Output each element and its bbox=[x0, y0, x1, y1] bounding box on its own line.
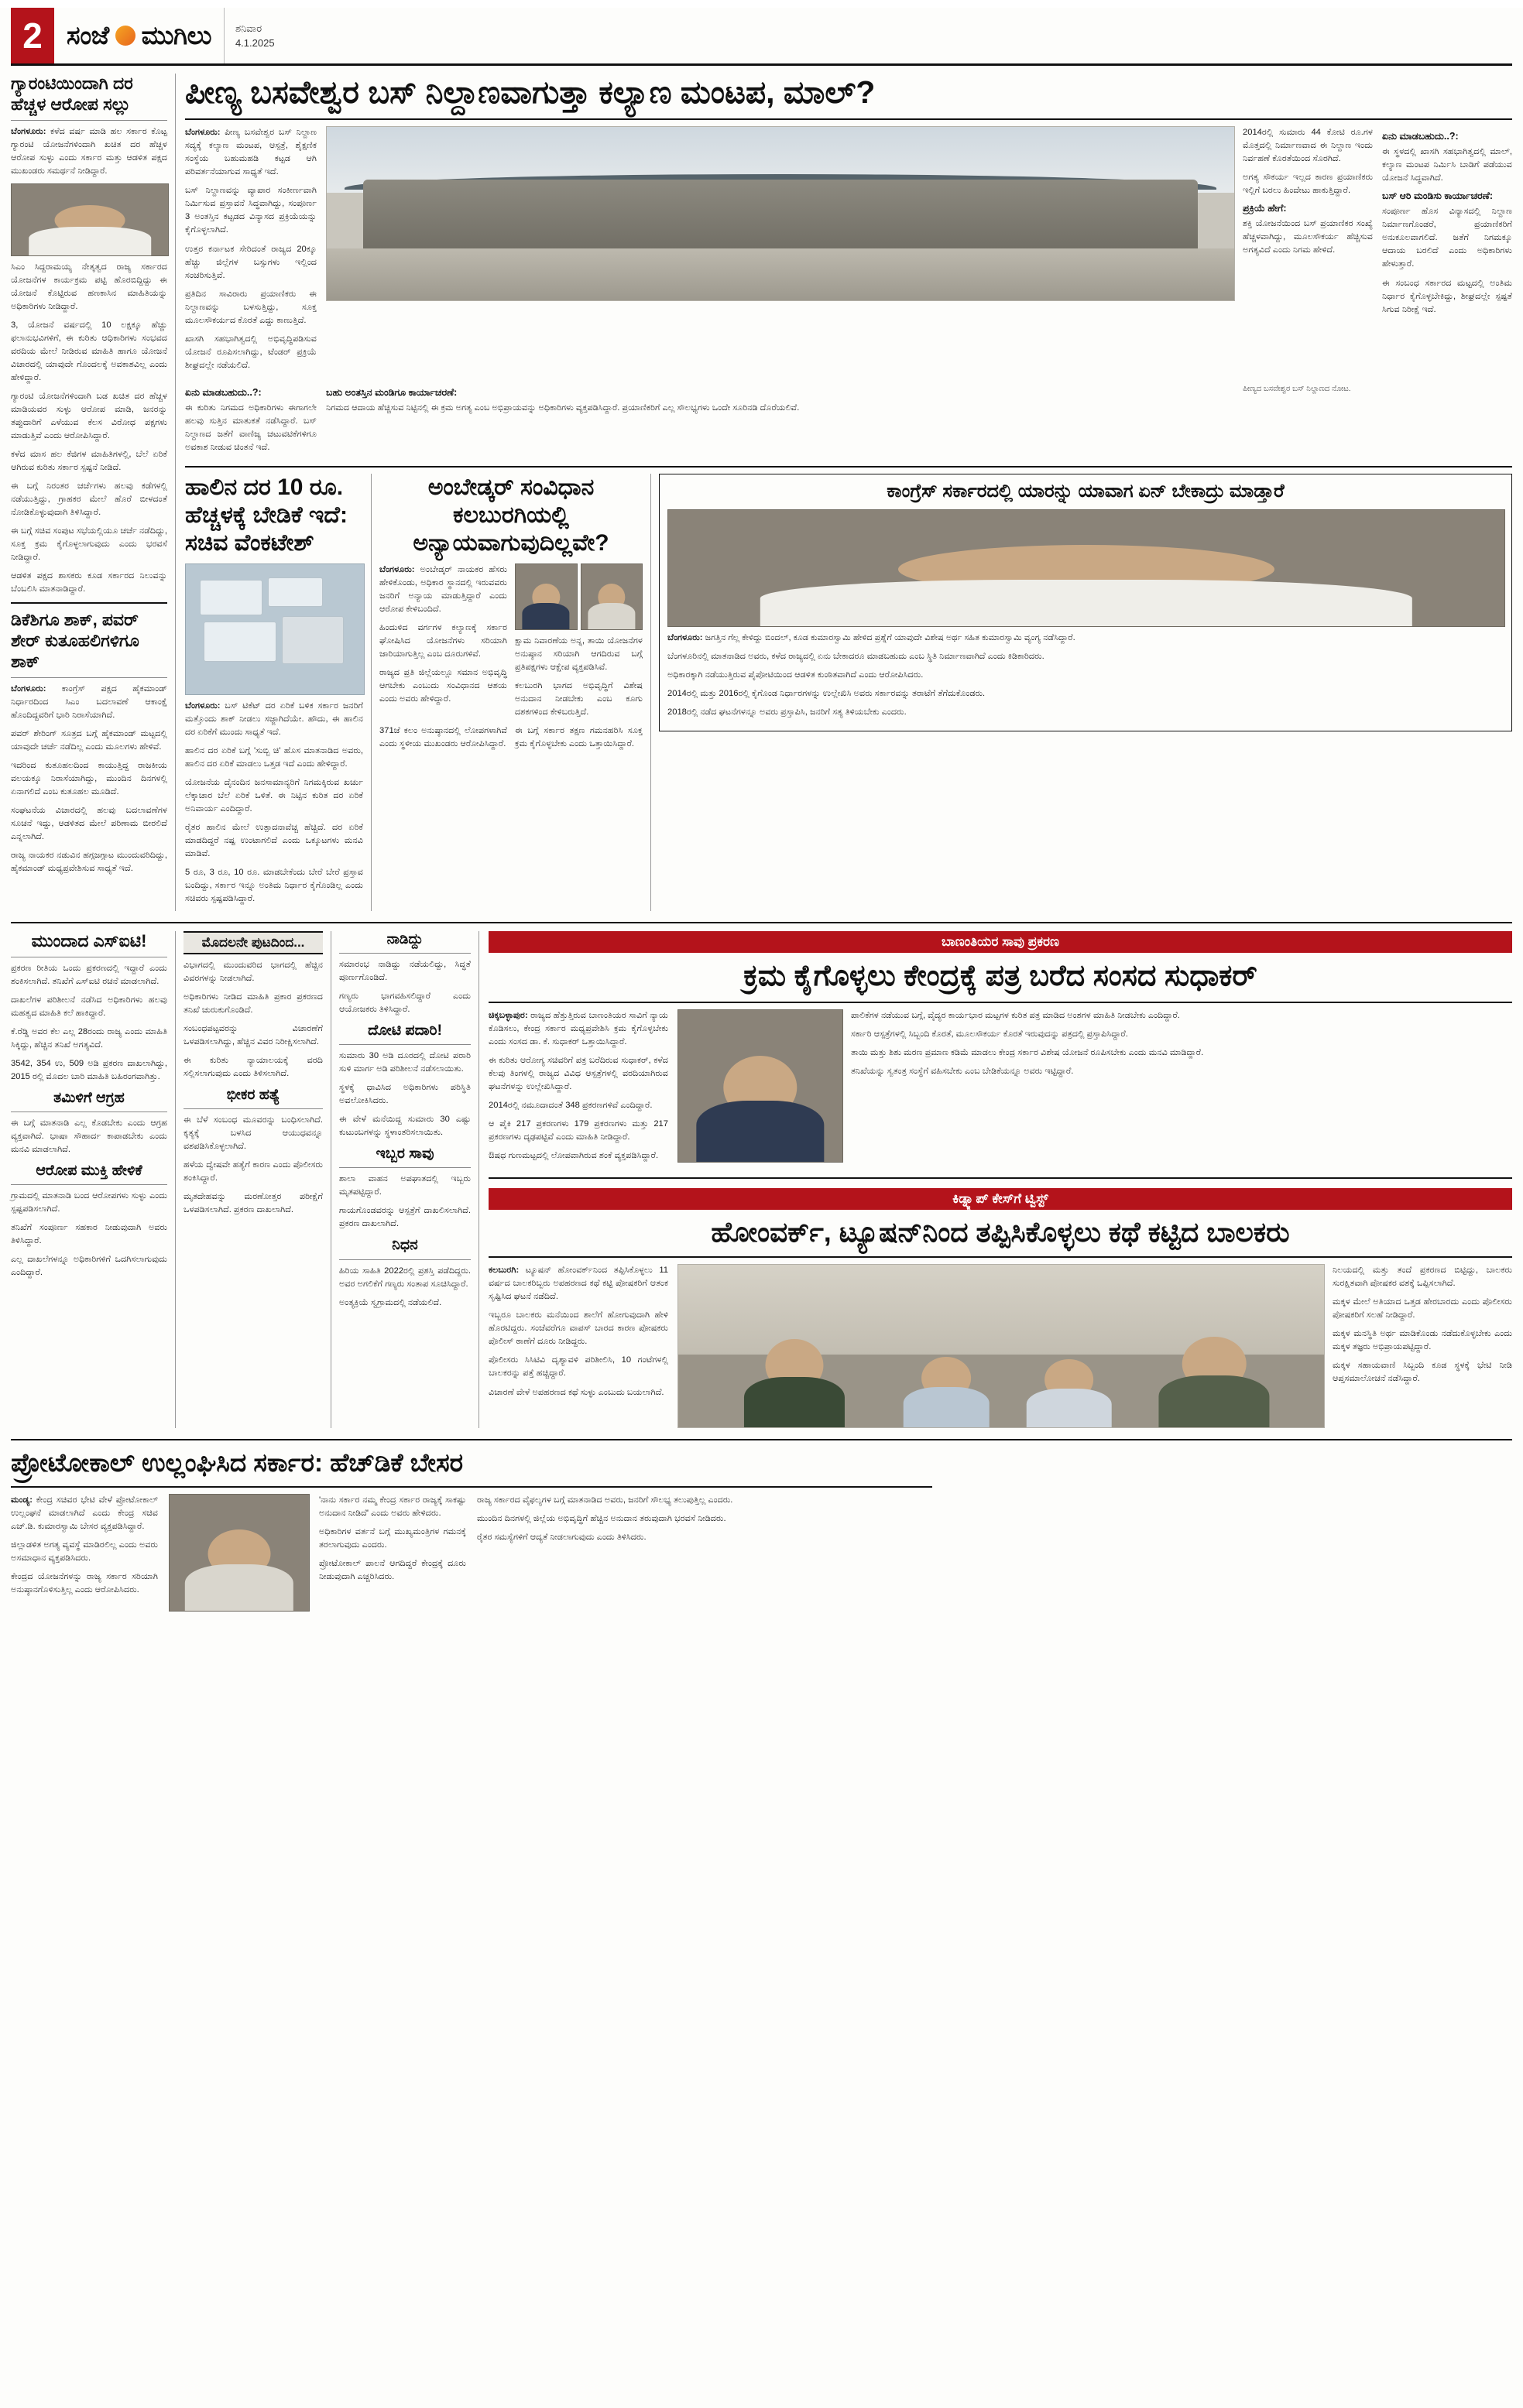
newspaper-logo bbox=[54, 8, 225, 63]
leader-photo-2 bbox=[581, 563, 643, 630]
bl-a-para-2: ಕೆ.ರೆಡ್ಡಿ ಅವರ ಕೆಲ ಎಲ್ಲ 28ರಂದು ರಾಜ್ಯ ಎಂದು ಮಾಹಿತಿ ಸಿಕ್ಕಿದ್ದು, ಹೆಚ್ಚಿನ ತನಿಖೆ ಅಗತ್ಯವಿದೆ. bbox=[11, 1026, 167, 1050]
hdk-photo bbox=[667, 509, 1505, 627]
dateline: ಬೆಂಗಳೂರು: bbox=[185, 700, 221, 711]
story-milk bbox=[185, 474, 371, 911]
bl-a-para-1: ದಾಖಲೆಗಳ ಪರಿಶೀಲನೆ ನಡೆಸಿದ ಅಧಿಕಾರಿಗಳು ಹಲವು ಮಹತ್ವದ ಮಾಹಿತಿ ಕಲೆ ಹಾಕಿದ್ದಾರೆ. bbox=[11, 995, 167, 1018]
page-number: 2 bbox=[11, 8, 54, 63]
congress-para-2: ಅಧಿಕಾರಕ್ಕಾಗಿ ನಡೆಯುತ್ತಿರುವ ಪೈಪೋಟಿಯಿಂದ ಆಡಳಿತ ಕುಂಠಿತವಾಗಿದೆ ಎಂದು ಆರೋಪಿಸಿದರು. bbox=[667, 670, 924, 680]
photo-torso bbox=[523, 603, 570, 629]
top-section bbox=[11, 74, 1512, 911]
kidnap-tag: ಕಿಡ್ನ್ಯಾಪ್ ಕೇಸ್‌ಗೆ ಟ್ವಿಸ್ಟ್ bbox=[489, 1188, 1512, 1210]
sudhakar-headline: ಕ್ರಮ ಕೈಗೊಳ್ಳಲು ಕೇಂದ್ರಕ್ಕೆ ಪತ್ರ ಬರೆದ ಸಂಸದ ಸುಧಾಕರ್ bbox=[743, 959, 1257, 992]
protocol-col-2 bbox=[319, 1494, 466, 1612]
bm-e-para-0: ಶಾಲಾ ವಾಹನ ಅಪಘಾತದಲ್ಲಿ ಇಬ್ಬರು ಮೃತಪಟ್ಟಿದ್ದಾರೆ. bbox=[339, 1174, 471, 1197]
left-article2-para-1: ಪವರ್ ಶೇರಿಂಗ್ ಸೂತ್ರದ ಬಗ್ಗೆ ಹೈಕಮಾಂಡ್ ಮಟ್ಟದಲ್ಲಿ ಯಾವುದೇ ಚರ್ಚೆ ನಡೆದಿಲ್ಲ ಎಂದು ಮೂಲಗಳು ಹೇಳಿವೆ. bbox=[11, 728, 167, 752]
main-col4-para-1: ಸಂಪೂರ್ಣ ಹೊಸ ವಿನ್ಯಾಸದಲ್ಲಿ ನಿಲ್ದಾಣ ನಿರ್ಮಾಣಗೊಂಡರೆ, ಪ್ರಯಾಣಿಕರಿಗೆ ಅನುಕೂಲವಾಗಲಿದೆ. ಜತೆಗೆ ನಿಗಮಕ್ಕೂ ಆದಾಯ ಬರಲಿದೆ ಎಂದು ಅಧಿಕಾರಿಗಳು ಹೇಳುತ್ತಾರೆ. bbox=[1382, 207, 1512, 269]
paragraph-text: ಬಸ್ ಟಿಕೆಟ್ ದರ ಏರಿಕೆ ಬಳಿಕ ಸರ್ಕಾರ ಜನರಿಗೆ ಮತ್ತೊಂದು ಶಾಕ್ ನೀಡಲು ಸಜ್ಜಾಗಿದೆಯೇ. ಹೌದು, ಈ ಹಾಲಿನ ದರ ಏರಿಕೆಗೆ ಮುಂದು ಸಾಧ್ಯತೆ ಇದೆ. bbox=[185, 700, 363, 737]
kidnap-col-1 bbox=[489, 1264, 668, 1428]
main-col2-subhead-1: ಬಹು ಅಂತಸ್ತಿನ ಮಂಡಿಗೂ ಕಾರ್ಯಾಚರಣೆ: bbox=[326, 386, 458, 398]
bl-a-para-0: ಪ್ರಕರಣ ರೀತಿಯ ಒಂದು ಪ್ರಕರಣದಲ್ಲಿ ಇದ್ದಾರೆ ಎಂದು ಶಂಕಿಸಲಾಗಿದೆ. ತನಿಖೆಗೆ ಎಸ್ಐಟಿ ರಚನೆ ಮಾಡಲಾಗಿದೆ. bbox=[11, 963, 167, 986]
leader-photo-1 bbox=[515, 563, 578, 630]
dateline: ಕಲಬುರಗಿ: bbox=[489, 1266, 520, 1276]
main-story-body-lower bbox=[185, 382, 1512, 460]
newspaper-page bbox=[0, 8, 1523, 2408]
bm-c-headline: ನಾಡಿದ್ದು bbox=[386, 930, 424, 947]
sudhakar-para-0 bbox=[489, 1009, 668, 1049]
main-col2-subhead-0: ಏನು ಮಾಡಬಹುದು..?: bbox=[185, 386, 262, 398]
bm-f-para-1: ಅಂತ್ಯಕ್ರಿಯೆ ಸ್ವಗ್ರಾಮದಲ್ಲಿ ನಡೆಯಲಿದೆ. bbox=[339, 1297, 442, 1307]
protocol-c3-para-0: ರಾಜ್ಯ ಸರ್ಕಾರದ ವೈಫಲ್ಯಗಳ ಬಗ್ಗೆ ಮಾತನಾಡಿದ ಅವರು, ಜನರಿಗೆ ಸೌಲಭ್ಯ ತಲುಪುತ್ತಿಲ್ಲ ಎಂದರು. bbox=[477, 1495, 733, 1505]
left-article2-para-3: ಸಂಘಟನೆಯ ವಿಚಾರದಲ್ಲಿ ಹಲವು ಬದಲಾವಣೆಗಳ ಸೂಚನೆ ಇದ್ದು, ಆಡಳಿತದ ಮೇಲೆ ಪರಿಣಾಮ ಬೀರಲಿದೆ ಎನ್ನಲಾಗಿದೆ. bbox=[11, 805, 167, 841]
left-article1-para-1: ಸಿಎಂ ಸಿದ್ದರಾಮಯ್ಯ ನೇತೃತ್ವದ ರಾಜ್ಯ ಸರ್ಕಾರದ ಯೋಜನೆಗಳ ಕಾರ್ಯಕ್ರಮ ಪಟ್ಟಿ ಹೊರಬಿದ್ದಿದ್ದು ಈ ಯೋಜನೆ ಕೊಟ್ಟಿರುವ ಹಣಕಾಸಿನ ಮಾಹಿತಿಯನ್ನು ಅಧಿಕಾರಿಗಳು ನೀಡಿದ್ದಾರೆ. bbox=[11, 262, 167, 311]
logo-text-left: ಸಂಜೆ bbox=[67, 20, 109, 50]
ambedkar-para-1: ಹಿಂದುಳಿದ ವರ್ಗಗಳ ಕಲ್ಯಾಣಕ್ಕೆ ಸರ್ಕಾರ ಘೋಷಿಸಿದ ಯೋಜನೆಗಳು ಸರಿಯಾಗಿ ಜಾರಿಯಾಗುತ್ತಿಲ್ಲ ಎಂಬ ದೂರುಗಳಿವೆ. bbox=[379, 622, 507, 659]
photo-torso bbox=[904, 1387, 990, 1427]
bus-station-photo bbox=[326, 126, 1235, 301]
dateline: ಬೆಂಗಳೂರು: bbox=[11, 683, 46, 694]
story-congress bbox=[651, 474, 1512, 911]
masthead-filler bbox=[286, 8, 1512, 63]
left-article1-photo bbox=[11, 183, 169, 256]
ambedkar-para-2: ರಾಜ್ಯದ ಪ್ರತಿ ಜಿಲ್ಲೆಯಲ್ಲೂ ಸಮಾನ ಅಭಿವೃದ್ಧಿ ಆಗಬೇಕು ಎಂಬುದು ಸಂವಿಧಾನದ ಆಶಯ ಎಂದು ಅವರು ಹೇಳಿದ್ದಾರೆ. bbox=[379, 667, 507, 704]
bm-f-headline: ನಿಧನ bbox=[392, 1237, 418, 1254]
left-article1-para-3: ಗ್ಯಾರಂಟಿ ಯೋಜನೆಗಳಿಂದಾಗಿ ಬಡ ಖಚಿತ ದರ ಹೆಚ್ಚಳ ಮಾಡಿಯವರ ಸುಳ್ಳು ಆರೋಪ ಮಾಡಿ, ಜನರನ್ನು ತಪ್ಪುದಾರಿಗೆ ಎಳೆಯುವ ಕೆಲಸ ವಿರೋಧ ಪಕ್ಷಗಳು ಮಾಡುತ್ತಿವೆ ಎಂದು ಆರೋಪಿಸಿದ್ದಾರೆ. bbox=[11, 391, 167, 440]
photo-torso bbox=[1026, 1389, 1112, 1427]
paragraph-text: ಕಳೆದ ವರ್ಷ ಮಾಡಿ ಹಲ ಸರ್ಕಾರ ಕೊಟ್ಟ ಗ್ಯಾರಂಟಿ ಯೋಜನೆಗಳಿಂದಾಗಿ ಖಚಿತ ದರ ಹೆಚ್ಚಳ ಆರೋಪ ಸುಳ್ಳು ಎಂದು ಸರ್ಕಾರ ಮತ್ತು ಆಡಳಿತ ಪಕ್ಷದ ಮುಖಂಡರು ಸಮರ್ಥನೆ ನೀಡಿದ್ದಾರೆ. bbox=[11, 126, 168, 176]
product-pack bbox=[204, 622, 276, 662]
story-kidnap bbox=[489, 1188, 1512, 1428]
protocol-c2-para-2: ಪ್ರೋಟೋಕಾಲ್ ಪಾಲನೆ ಆಗದಿದ್ದರೆ ಕೇಂದ್ರಕ್ಕೆ ದೂರು ನೀಡುವುದಾಗಿ ಎಚ್ಚರಿಸಿದರು. bbox=[319, 1559, 466, 1582]
milk-para-0 bbox=[185, 700, 363, 739]
main-story-photo-block bbox=[326, 126, 1233, 377]
sudhakar-c2-para-0: ಪಾಲಿಕೆಗಳ ನಡೆಯುವ ಬಗ್ಗೆ, ವೈದ್ಯರ ಕಾರ್ಯಭಾರ ಮಟ್ಟಗಳ ಕುರಿತ ಪತ್ರ ಮಾಡಿದ ಅಂಶಗಳ ಮಾಹಿತಿ ನೀಡಬೇಕು ಎಂದಿದ್ದಾರೆ. bbox=[851, 1010, 1180, 1020]
photo-torso bbox=[588, 603, 635, 629]
bm-a-para-3: ಈ ಕುರಿತು ನ್ಯಾಯಾಲಯಕ್ಕೆ ವರದಿ ಸಲ್ಲಿಸಲಾಗುವುದು ಎಂದು ತಿಳಿಸಲಾಗಿದೆ. bbox=[184, 1056, 323, 1079]
main-story-col-2 bbox=[1243, 126, 1373, 377]
photo-torso bbox=[185, 1564, 293, 1611]
left-article1-headline: ಗ್ಯಾರಂಟಿಯಿಂದಾಗಿ ದರ ಹೆಚ್ಚಳ ಆರೋಪ ಸಲ್ಲು bbox=[11, 74, 133, 114]
bm-d-para-2: ಈ ವೇಳೆ ಮನೆಯಿದ್ದ ಸುಮಾರು 30 ಎಷ್ಟು ಕುಟುಂಬಗಳನ್ನು ಸ್ಥಳಾಂತರಿಸಲಾಯಿತು. bbox=[339, 1115, 471, 1138]
kidnap-col-2 bbox=[1333, 1264, 1512, 1428]
bl-c-para-2: ಎಲ್ಲ ದಾಖಲೆಗಳನ್ನೂ ಅಧಿಕಾರಿಗಳಿಗೆ ಒದಗಿಸಲಾಗುವುದು ಎಂದಿದ್ದಾರೆ. bbox=[11, 1255, 167, 1278]
left-article1-para-7: ಆಡಳಿತ ಪಕ್ಷದ ಶಾಸಕರು ಕೂಡ ಸರ್ಕಾರದ ನಿಲುವನ್ನು ಬೆಂಬಲಿಸಿ ಮಾತನಾಡಿದ್ದಾರೆ. bbox=[11, 571, 167, 594]
logo-text-right: ಮುಗಿಲು bbox=[141, 20, 211, 50]
sudhakar-col-1 bbox=[489, 1009, 668, 1168]
congress-para-0 bbox=[667, 632, 1504, 645]
protocol-para-0 bbox=[11, 1494, 158, 1533]
congress-para-1: ಬೆಂಗಳೂರಿನಲ್ಲಿ ಮಾತನಾಡಿದ ಅವರು, ಕಳೆದ ರಾಜ್ಯದಲ್ಲಿ ಏನು ಬೇಕಾದರೂ ಮಾಡಬಹುದು ಎಂಬ ಸ್ಥಿತಿ ನಿರ್ಮಾಣವಾಗಿದೆ ಎಂದು ಕಿಡಿಕಾರಿದರು. bbox=[667, 651, 1044, 661]
paragraph-text: ಟ್ಯೂಷನ್ ಹೋಂವರ್ಕ್‌ನಿಂದ ತಪ್ಪಿಸಿಕೊಳ್ಳಲು 11 ವರ್ಷದ ಬಾಲಕರಿಬ್ಬರು ಅಪಹರಣದ ಕಥೆ ಕಟ್ಟಿ ಪೋಷಕರಿಗೆ ಆತಂಕ ಸೃಷ್ಟಿಸಿದ ಘಟನೆ ನಡೆದಿದೆ. bbox=[489, 1266, 669, 1302]
paragraph-text: ಕಾಂಗ್ರೆಸ್ ಪಕ್ಷದ ಹೈಕಮಾಂಡ್ ನಿರ್ಧಾರದಿಂದ ಸಿಎಂ ಬದಲಾವಣೆ ಆಕಾಂಕ್ಷೆ ಹೊಂದಿದ್ದವರಿಗೆ ಭಾರಿ ನಿರಾಸೆಯಾಗಿದೆ. bbox=[11, 683, 167, 720]
sudhakar-photo bbox=[677, 1009, 843, 1163]
sudhakar-c2-para-3: ತನಿಖೆಯನ್ನು ಸ್ವತಂತ್ರ ಸಂಸ್ಥೆಗೆ ವಹಿಸಬೇಕು ಎಂಬ ಬೇಡಿಕೆಯನ್ನೂ ಅವರು ಇಟ್ಟಿದ್ದಾರೆ. bbox=[851, 1066, 1074, 1076]
bm-d-para-1: ಸ್ಥಳಕ್ಕೆ ಧಾವಿಸಿದ ಅಧಿಕಾರಿಗಳು ಪರಿಸ್ಥಿತಿ ಅವಲೋಕಿಸಿದರು. bbox=[339, 1083, 471, 1106]
main-story-col-1 bbox=[185, 126, 317, 377]
dateline: ಬೆಂಗಳೂರು: bbox=[185, 128, 221, 138]
protocol-c3-para-2: ರೈತರ ಸಮಸ್ಯೆಗಳಿಗೆ ಆದ್ಯತೆ ನೀಡಲಾಗುವುದು ಎಂದು ತಿಳಿಸಿದರು. bbox=[477, 1533, 647, 1543]
story-protocol bbox=[11, 1448, 932, 1612]
continued-label: ಮೊದಲನೇ ಪುಟದಿಂದ... bbox=[184, 931, 323, 954]
ambedkar-col2-para-2: 371ಜೆ ಕಲಂ ಅನುಷ್ಠಾನದಲ್ಲಿ ಲೋಪಗಳಾಗಿವೆ ಎಂದು ಸ್ಥಳೀಯ ಮುಖಂಡರು ಆರೋಪಿಸಿದ್ದಾರೆ. bbox=[379, 725, 507, 748]
bl-c-para-0: ಗ್ರಾಮದಲ್ಲಿ ಮಾತನಾಡಿ ಬಂದ ಆರೋಪಗಳು ಸುಳ್ಳು ಎಂದು ಸ್ಪಷ್ಟಪಡಿಸಲಾಗಿದೆ. bbox=[11, 1191, 167, 1214]
sudhakar-para-1: ಈ ಕುರಿತು ಆರೋಗ್ಯ ಸಚಿವರಿಗೆ ಪತ್ರ ಬರೆದಿರುವ ಸುಧಾಕರ್, ಕಳೆದ ಕೆಲವು ತಿಂಗಳಲ್ಲಿ ರಾಜ್ಯದ ವಿವಿಧ ಆಸ್ಪತ್ರೆಗಳಲ್ಲಿ ವರದಿಯಾಗಿರುವ ಘಟನೆಗಳನ್ನು ಉಲ್ಲೇಖಿಸಿದ್ದಾರೆ. bbox=[489, 1055, 668, 1091]
milk-headline: ಹಾಲಿನ ದರ 10 ರೂ. ಹೆಚ್ಚಳಕ್ಕೆ ಬೇಡಿಕೆ ಇದೆ: ಸಚಿವ ವೆಂಕಟೇಶ್ bbox=[185, 474, 348, 556]
bl-a-headline: ಮುಂದಾದ ಎಸ್ಐಟಿ! bbox=[31, 930, 147, 951]
protocol-c2-para-0: 'ನಾನು ಸರ್ಕಾರ ನಮ್ಮ ಕೇಂದ್ರ ಸರ್ಕಾರ ರಾಜ್ಯಕ್ಕೆ ಸಾಕಷ್ಟು ಅನುದಾನ ನೀಡಿದೆ' ಎಂದು ಅವರು ಹೇಳಿದರು. bbox=[319, 1495, 466, 1519]
main-col1-para-1: ಬಸ್ ನಿಲ್ದಾಣವನ್ನು ವ್ಯಾಪಾರ ಸಂಕೀರ್ಣವಾಗಿ ನಿರ್ಮಿಸುವ ಪ್ರಸ್ತಾವನೆ ಸಿದ್ಧವಾಗಿದ್ದು, ಸಂಪೂರ್ಣ 3 ಅಂತಸ್ತಿನ ಕಟ್ಟಡದ ವಿನ್ಯಾಸದ ಪ್ರಕ್ರಿಯೆಯನ್ನು ಕೈಗೊಳ್ಳಲಾಗಿದೆ. bbox=[185, 186, 317, 235]
ambedkar-col2-para-1: ಕಲಬುರಗಿ ಭಾಗದ ಅಭಿವೃದ್ಧಿಗೆ ವಿಶೇಷ ಅನುದಾನ ನೀಡಬೇಕು ಎಂಬ ಕೂಗು ದಶಕಗಳಿಂದ ಕೇಳಿಬರುತ್ತಿದೆ. bbox=[515, 680, 643, 717]
bm-d-headline: ದೋಟಿ ಪದಾರಿ! bbox=[368, 1022, 442, 1039]
sudhakar-col-2 bbox=[851, 1009, 1512, 1168]
ambedkar-para-0 bbox=[379, 563, 507, 616]
bl-c-para-1: ತನಿಖೆಗೆ ಸಂಪೂರ್ಣ ಸಹಕಾರ ನೀಡುವುದಾಗಿ ಅವರು ತಿಳಿಸಿದ್ದಾರೆ. bbox=[11, 1223, 167, 1246]
bm-c-para-1: ಗಣ್ಯರು ಭಾಗವಹಿಸಲಿದ್ದಾರೆ ಎಂದು ಆಯೋಜಕರು ತಿಳಿಸಿದ್ದಾರೆ. bbox=[339, 991, 471, 1014]
milk-para-4: 5 ರೂ, 3 ರೂ, 10 ರೂ. ಮಾಡಬೇಕೆಂದು ಬೇರೆ ಬೇರೆ ಪ್ರಸ್ತಾವ ಬಂದಿದ್ದು, ಸರ್ಕಾರ ಇನ್ನೂ ಅಂತಿಮ ನಿರ್ಧಾರ ಕೈಗೊಂಡಿಲ್ಲ ಎಂದು ಸಚಿವರು ಸ್ಪಷ್ಟಪಡಿಸಿದ್ದಾರೆ. bbox=[185, 867, 363, 903]
masthead bbox=[11, 8, 1512, 66]
sun-icon bbox=[115, 26, 135, 46]
congress-para-4: 2018ರಲ್ಲಿ ನಡೆದ ಘಟನೆಗಳನ್ನೂ ಅವರು ಪ್ರಸ್ತಾಪಿಸಿ, ಜನರಿಗೆ ಸತ್ಯ ತಿಳಿಯಬೇಕು ಎಂದರು. bbox=[667, 707, 907, 717]
protocol-para-1: ಜಿಲ್ಲಾಡಳಿತ ಅಗತ್ಯ ವ್ಯವಸ್ಥೆ ಮಾಡಿರಲಿಲ್ಲ ಎಂದು ಅವರು ಅಸಮಾಧಾನ ವ್ಯಕ್ತಪಡಿಸಿದರು. bbox=[11, 1540, 158, 1564]
main-col3-para-0: 2014ರಲ್ಲಿ ಸುಮಾರು 44 ಕೋಟಿ ರೂ.ಗಳ ಮೊತ್ತದಲ್ಲಿ ನಿರ್ಮಾಣವಾದ ಈ ನಿಲ್ದಾಣ ಇಂದು ನಿರ್ವಹಣೆ ಕೊರತೆಯಿಂದ ಸೊರಗಿದೆ. bbox=[1243, 128, 1373, 164]
bm-f-para-0: ಹಿರಿಯ ಸಾಹಿತಿ 2022ರಲ್ಲಿ ಪ್ರಶಸ್ತಿ ಪಡೆದಿದ್ದರು. ಅವರ ಅಗಲಿಕೆಗೆ ಗಣ್ಯರು ಸಂತಾಪ ಸೂಚಿಸಿದ್ದಾರೆ. bbox=[339, 1266, 471, 1289]
sudhakar-para-2: 2014ರಲ್ಲಿ ನಮೂದಾದಂತೆ 348 ಪ್ರಕರಣಗಳಿವೆ ಎಂದಿದ್ದಾರೆ. bbox=[489, 1100, 653, 1110]
sudhakar-c2-para-1: ಸರ್ಕಾರಿ ಆಸ್ಪತ್ರೆಗಳಲ್ಲಿ ಸಿಬ್ಬಂದಿ ಕೊರತೆ, ಮೂಲಸೌಕರ್ಯ ಕೊರತೆ ಇರುವುದನ್ನು ಪತ್ರದಲ್ಲಿ ಪ್ರಸ್ತಾಪಿಸಿದ್ದಾರೆ. bbox=[851, 1029, 1128, 1039]
kidnap-c2-para-2: ಮಕ್ಕಳ ಮನಸ್ಥಿತಿ ಅರ್ಥ ಮಾಡಿಕೊಂಡು ನಡೆದುಕೊಳ್ಳಬೇಕು ಎಂದು ಮಕ್ಕಳ ತಜ್ಞರು ಅಭಿಪ್ರಾಯಪಟ್ಟಿದ್ದಾರೆ. bbox=[1333, 1329, 1512, 1352]
dateline: ಬೆಂಗಳೂರು: bbox=[667, 632, 703, 642]
bl-b-para-0: ಈ ಬಗ್ಗೆ ಮಾತನಾಡಿ ಎಲ್ಲ ಕೊಡಬೇಕು ಎಂದು ಆಗ್ರಹ ವ್ಯಕ್ತವಾಗಿದೆ. ಭಾಷಾ ಸೌಹಾರ್ದ ಕಾಪಾಡಬೇಕು ಎಂದು ಮನವಿ ಮಾಡಲಾಗಿದೆ. bbox=[11, 1118, 167, 1155]
bottom-mid-col-2 bbox=[331, 931, 479, 1428]
dateline: ಬೆಂಗಳೂರು: bbox=[379, 564, 415, 574]
milk-products-photo bbox=[185, 563, 365, 695]
ambedkar-col2-para-3: ಈ ಬಗ್ಗೆ ಸರ್ಕಾರ ತಕ್ಷಣ ಗಮನಹರಿಸಿ ಸೂಕ್ತ ಕ್ರಮ ಕೈಗೊಳ್ಳಬೇಕು ಎಂದು ಒತ್ತಾಯಿಸಿದ್ದಾರೆ. bbox=[515, 725, 643, 748]
bottom-right-block bbox=[479, 931, 1512, 1428]
main-lower-col-d bbox=[1382, 382, 1512, 460]
photo-torso bbox=[29, 227, 151, 255]
bm-e-para-1: ಗಾಯಗೊಂಡವರನ್ನು ಆಸ್ಪತ್ರೆಗೆ ದಾಖಲಿಸಲಾಗಿದೆ. ಪ್ರಕರಣ ದಾಖಲಾಗಿದೆ. bbox=[339, 1206, 471, 1229]
main-lower-col-c bbox=[1243, 382, 1373, 460]
protocol-para-2: ಕೇಂದ್ರದ ಯೋಜನೆಗಳನ್ನು ರಾಜ್ಯ ಸರ್ಕಾರ ಸರಿಯಾಗಿ ಅನುಷ್ಠಾನಗೊಳಿಸುತ್ತಿಲ್ಲ ಎಂದು ಆರೋಪಿಸಿದರು. bbox=[11, 1572, 158, 1595]
congress-para-3: 2014ರಲ್ಲಿ ಮತ್ತು 2016ರಲ್ಲಿ ಕೈಗೊಂಡ ನಿರ್ಧಾರಗಳನ್ನು ಉಲ್ಲೇಖಿಸಿ ಅವರು ಸರ್ಕಾರವನ್ನು ತರಾಟೆಗೆ ತೆಗೆದುಕೊಂಡರು. bbox=[667, 688, 986, 698]
main-col3-para-1: ಅಗತ್ಯ ಸೌಕರ್ಯ ಇಲ್ಲದ ಕಾರಣ ಪ್ರಯಾಣಿಕರು ಇಲ್ಲಿಗೆ ಬರಲು ಹಿಂದೇಟು ಹಾಕುತ್ತಿದ್ದಾರೆ. bbox=[1243, 173, 1373, 196]
product-pack bbox=[282, 616, 344, 664]
bottom-left-column bbox=[11, 931, 175, 1428]
sudhakar-photo-col bbox=[677, 1009, 842, 1168]
bottom-section bbox=[11, 931, 1512, 1428]
bl-c-headline: ಆರೋಪ ಮುಕ್ತಿ ಹೇಳಿಕೆ bbox=[36, 1163, 142, 1180]
hdk-protocol-photo bbox=[169, 1494, 310, 1612]
bm-a-para-2: ಸಂಬಂಧಪಟ್ಟವರನ್ನು ವಿಚಾರಣೆಗೆ ಒಳಪಡಿಸಲಾಗಿದ್ದು, ಹೆಚ್ಚಿನ ವಿವರ ನಿರೀಕ್ಷಿಸಲಾಗಿದೆ. bbox=[184, 1023, 323, 1046]
kidnap-para-2: ಪೊಲೀಸರು ಸಿಸಿಟಿವಿ ದೃಶ್ಯಾವಳಿ ಪರಿಶೀಲಿಸಿ, 10 ಗಂಟೆಗಳಲ್ಲಿ ಬಾಲಕರನ್ನು ಪತ್ತೆ ಹಚ್ಚಿದ್ದಾರೆ. bbox=[489, 1355, 668, 1379]
photo-torso bbox=[744, 1377, 845, 1428]
left-article1-para-6: ಈ ಬಗ್ಗೆ ಸಚಿವ ಸಂಪುಟ ಸಭೆಯಲ್ಲಿಯೂ ಚರ್ಚೆ ನಡೆದಿದ್ದು, ಸೂಕ್ತ ಕ್ರಮ ಕೈಗೊಳ್ಳಲಾಗುವುದು ಎಂದು ಭರವಸೆ ನೀಡಿದ್ದಾರೆ. bbox=[11, 526, 167, 563]
photo-torso bbox=[760, 580, 1412, 626]
kidnap-para-3: ವಿಚಾರಣೆ ವೇಳೆ ಅಪಹರಣದ ಕಥೆ ಸುಳ್ಳು ಎಂಬುದು ಬಯಲಾಗಿದೆ. bbox=[489, 1387, 664, 1397]
protocol-col-1 bbox=[11, 1494, 158, 1612]
sudhakar-c2-para-2: ತಾಯಿ ಮತ್ತು ಶಿಶು ಮರಣ ಪ್ರಮಾಣ ಕಡಿಮೆ ಮಾಡಲು ಕೇಂದ್ರ ಸರ್ಕಾರ ವಿಶೇಷ ಯೋಜನೆ ರೂಪಿಸಬೇಕು ಎಂದು ಮನವಿ ಮಾಡಿದ್ದಾರೆ. bbox=[851, 1047, 1204, 1057]
ambedkar-photos bbox=[515, 563, 643, 630]
bl-a-para-3: 3542, 354 ಉ, 509 ಅಡಿ ಪ್ರಕರಣ ದಾಖಲಾಗಿದ್ದು, 2015 ರಲ್ಲಿ ಮೊದಲ ಬಾರಿ ಮಾಹಿತಿ ಬಹಿರಂಗವಾಗಿತ್ತು. bbox=[11, 1058, 167, 1081]
left-article2-para-2: ಇದರಿಂದ ಕುತೂಹಲದಿಂದ ಕಾಯುತ್ತಿದ್ದ ರಾಜಕೀಯ ವಲಯಕ್ಕೂ ನಿರಾಸೆಯಾಗಿದ್ದು, ಮುಂದಿನ ದಿನಗಳಲ್ಲಿ ಏನಾಗಲಿದೆ ಎಂಬ ಕುತೂಹಲ ಮೂಡಿದೆ. bbox=[11, 760, 167, 796]
sudhakar-para-3: ಆ ಪೈಕಿ 217 ಪ್ರಕರಣಗಳು 179 ಪ್ರಕರಣಗಳು ಮತ್ತು 217 ಪ್ರಕರಣಗಳು ದೃಢಪಟ್ಟಿವೆ ಎಂದು ಮಾಹಿತಿ ನೀಡಿದ್ದಾರೆ. bbox=[489, 1118, 668, 1142]
milk-para-1: ಹಾಲಿನ ದರ ಏರಿಕೆ ಬಗ್ಗೆ 'ಸುಬ್ಬಿ ಚಿ' ಹೊಸ ಮಾತನಾಡಿದ ಅವರು, ಹಾಲಿನ ದರ ಏರಿಕೆ ಮಾಡಲು ಒತ್ತಡ ಇದೆ ಎಂದು ಹೇಳಿದ್ದಾರೆ. bbox=[185, 745, 363, 769]
sudhakar-tag: ಬಾಣಂತಿಯರ ಸಾವು ಪ್ರಕರಣ bbox=[489, 931, 1512, 953]
photo-torso bbox=[696, 1101, 824, 1161]
bl-b-headline: ತಮಿಳಿಗೆ ಆಗ್ರಹ bbox=[53, 1089, 125, 1106]
protocol-c2-para-1: ಅಧಿಕಾರಿಗಳ ವರ್ತನೆ ಬಗ್ಗೆ ಮುಖ್ಯಮಂತ್ರಿಗಳ ಗಮನಕ್ಕೆ ತರಲಾಗುವುದು ಎಂದರು. bbox=[319, 1527, 466, 1550]
main-story-col-3 bbox=[1382, 126, 1512, 377]
left-article1-para-4: ಕಳೆದ ಮಾಸ ಹಲ ಕೆಜಿಗಳ ಮಾಹಿತಿಗಳಲ್ಲಿ, ಬೆಲೆ ಏರಿಕೆ ಆಗಿರುವ ಕುರಿತು ಸರ್ಕಾರ ಸ್ಪಷ್ಟನೆ ನೀಡಿದೆ. bbox=[11, 449, 167, 472]
kidnap-police-photo bbox=[677, 1264, 1325, 1428]
sub-stories-row bbox=[185, 474, 1512, 911]
main-col1-para-2: ಉತ್ತರ ಕರ್ನಾಟಕ ಸೇರಿದಂತೆ ರಾಜ್ಯದ 20ಕ್ಕೂ ಹೆಚ್ಚು ಜಿಲ್ಲೆಗಳ ಬಸ್ಸುಗಳು ಇಲ್ಲಿಂದ ಸಂಚರಿಸುತ್ತಿವೆ. bbox=[185, 244, 317, 280]
main-story-area bbox=[176, 74, 1512, 911]
kidnap-headline: ಹೋಂವರ್ಕ್, ಟ್ಯೂಷನ್‌ನಿಂದ ತಪ್ಪಿಸಿಕೊಳ್ಳಲು ಕಥೆ ಕಟ್ಟಿದ ಬಾಲಕರು bbox=[711, 1215, 1290, 1248]
main-col4-subhead-1: ಬಸ್ ಆರಿ ಮಂಡಿಸು ಕಾರ್ಯಾಚರಣೆ: bbox=[1382, 190, 1494, 202]
story-ambedkar bbox=[372, 474, 650, 911]
paragraph-text: ಜಗತ್ತಿನ ಗೆಲ್ಲ ಕೇಳಿದ್ದು ಬಿಂದಲ್, ಕೂಡ ಕುಮಾರಸ್ವಾಮಿ ಹೇಳಿದ ಪ್ರಶ್ನೆಗೆ ಯಾವುದೇ ವಿಶೇಷ ಅರ್ಥ ಸಹಿತ ಕುಮಾರಸ್ವಾಮಿ ವ್ಯಂಗ್ಯ ನಡೆಸಿದ್ದಾರೆ. bbox=[705, 632, 1075, 642]
left-article2-para-0 bbox=[11, 683, 167, 722]
kidnap-para-0 bbox=[489, 1264, 668, 1303]
main-col3-para-2: ಶಕ್ತಿ ಯೋಜನೆಯಿಂದ ಬಸ್ ಪ್ರಯಾಣಿಕರ ಸಂಖ್ಯೆ ಹೆಚ್ಚಳವಾಗಿದ್ದು, ಮೂಲಸೌಕರ್ಯ ಹೆಚ್ಚಿಸುವ ಅಗತ್ಯವಿದೆ ಎಂದು ನಿಗಮ ಹೇಳಿದೆ. bbox=[1243, 219, 1373, 255]
page-content bbox=[0, 66, 1523, 1627]
bm-b-para-0: ಈ ಬೆಳೆ ಸಂಬಂಧ ಮೂವರನ್ನು ಬಂಧಿಸಲಾಗಿದೆ. ಕೃತ್ಯಕ್ಕೆ ಬಳಸಿದ ಆಯುಧವನ್ನೂ ವಶಪಡಿಸಿಕೊಳ್ಳಲಾಗಿದೆ. bbox=[184, 1115, 323, 1152]
main-lower-col-a bbox=[185, 382, 317, 460]
main-photo-caption: ಪೀಣ್ಯದ ಬಸವೇಶ್ವರ ಬಸ್ ನಿಲ್ದಾಣದ ನೋಟ. bbox=[1243, 384, 1351, 393]
kidnap-c2-para-1: ಮಕ್ಕಳ ಮೇಲೆ ಅತಿಯಾದ ಒತ್ತಡ ಹೇರಬಾರದು ಎಂದು ಪೊಲೀಸರು ಪೋಷಕರಿಗೆ ಸಲಹೆ ನೀಡಿದ್ದಾರೆ. bbox=[1333, 1297, 1512, 1320]
protocol-col-3 bbox=[477, 1494, 932, 1612]
main-col4-para-2: ಈ ಸಂಬಂಧ ಸರ್ಕಾರದ ಮಟ್ಟದಲ್ಲಿ ಅಂತಿಮ ನಿರ್ಧಾರ ಕೈಗೊಳ್ಳಬೇಕಿದ್ದು, ಶೀಘ್ರದಲ್ಲೇ ಸ್ಪಷ್ಟತೆ ಸಿಗುವ ನಿರೀಕ್ಷೆ ಇದೆ. bbox=[1382, 278, 1512, 314]
paragraph-text: ಅಂಬೇಡ್ಕರ್ ನಾಯಕರ ಹೆಸರು ಹೇಳಿಕೊಂಡು, ಅಧಿಕಾರ ಸ್ಥಾನದಲ್ಲಿ ಇರುವವರು ಜನರಿಗೆ ಅನ್ಯಾಯ ಮಾಡುತ್ತಿದ್ದಾರೆ ಎಂದು ಆರೋಪ ಕೇಳಿಬಂದಿದೆ. bbox=[379, 564, 508, 614]
protocol-photo-col bbox=[169, 1494, 308, 1612]
paragraph-text: ಕೇಂದ್ರ ಸಚಿವರ ಭೇಟಿ ವೇಳೆ ಪ್ರೋಟೋಕಾಲ್ ಉಲ್ಲಂಘನೆ ಮಾಡಲಾಗಿದೆ ಎಂದು ಕೇಂದ್ರ ಸಚಿವ ಎಚ್.ಡಿ. ಕುಮಾರಸ್ವಾಮಿ ಬೇಸರ ವ್ಯಕ್ತಪಡಿಸಿದ್ದಾರೆ. bbox=[11, 1495, 158, 1532]
congress-box bbox=[659, 474, 1512, 731]
kidnap-c2-para-3: ಮಕ್ಕಳ ಸಹಾಯವಾಣಿ ಸಿಬ್ಬಂದಿ ಕೂಡ ಸ್ಥಳಕ್ಕೆ ಭೇಟಿ ನೀಡಿ ಆಪ್ತಸಮಾಲೋಚನೆ ನಡೆಸಿದ್ದಾರೆ. bbox=[1333, 1361, 1512, 1384]
bm-a-para-1: ಅಧಿಕಾರಿಗಳು ನೀಡಿದ ಮಾಹಿತಿ ಪ್ರಕಾರ ಪ್ರಕರಣದ ತನಿಖೆ ಚುರುಕುಗೊಂಡಿದೆ. bbox=[184, 992, 323, 1015]
bottom-mid-col-1 bbox=[176, 931, 331, 1428]
protocol-c3-para-1: ಮುಂದಿನ ದಿನಗಳಲ್ಲಿ ಜಿಲ್ಲೆಯ ಅಭಿವೃದ್ಧಿಗೆ ಹೆಚ್ಚಿನ ಅನುದಾನ ತರುವುದಾಗಿ ಭರವಸೆ ನೀಡಿದರು. bbox=[477, 1514, 726, 1524]
main-lower-col-b bbox=[326, 382, 1233, 460]
bm-b-para-2: ಮೃತದೇಹವನ್ನು ಮರಣೋತ್ತರ ಪರೀಕ್ಷೆಗೆ ಒಳಪಡಿಸಲಾಗಿದೆ. ಪ್ರಕರಣ ದಾಖಲಾಗಿದೆ. bbox=[184, 1192, 323, 1215]
bm-a-para-0: ವಿಭಾಗದಲ್ಲಿ ಮುಂದುವರಿದ ಭಾಗದಲ್ಲಿ ಹೆಚ್ಚಿನ ವಿವರಗಳನ್ನು ನೀಡಲಾಗಿದೆ. bbox=[184, 960, 323, 983]
ambedkar-headline: ಅಂಬೇಡ್ಕರ್ ಸಂವಿಧಾನ ಕಲಬುರಗಿಯಲ್ಲಿ ಅನ್ಯಾಯವಾಗುವುದಿಲ್ಲವೇ? bbox=[413, 474, 609, 556]
kidnap-c2-para-0: ನಿಲಯದಲ್ಲಿ ಮತ್ತು ತಂದೆ ಪ್ರಕರಣದ ಬಿಟ್ಟಿದ್ದು, ಬಾಲಕರು ಸುರಕ್ಷಿತವಾಗಿ ಪೋಷಕರ ವಶಕ್ಕೆ ಒಪ್ಪಿಸಲಾಗಿದೆ. bbox=[1333, 1266, 1512, 1289]
photo-torso bbox=[1159, 1375, 1270, 1427]
product-pack bbox=[200, 580, 262, 615]
main-col1-para-4: ಖಾಸಗಿ ಸಹಭಾಗಿತ್ವದಲ್ಲಿ ಅಭಿವೃದ್ಧಿಪಡಿಸುವ ಯೋಜನೆ ರೂಪಿಸಲಾಗಿದ್ದು, ಟೆಂಡರ್ ಪ್ರಕ್ರಿಯೆ ಶೀಘ್ರದಲ್ಲೇ ನಡೆಯಲಿದೆ. bbox=[185, 334, 317, 370]
police-officer-figure bbox=[1143, 1297, 1285, 1427]
main-story-body bbox=[185, 126, 1512, 377]
protocol-headline: ಪ್ರೋಟೋಕಾಲ್ ಉಲ್ಲಂಘಿಸಿದ ಸರ್ಕಾರ: ಹೆಚ್‌ಡಿಕೆ ಬೇಸರ bbox=[11, 1448, 464, 1478]
kidnap-photo-col bbox=[677, 1264, 1323, 1428]
photo-building bbox=[363, 180, 1198, 259]
left-article2-headline: ಡಿಕೆಶಿಗೂ ಶಾಕ್, ಪವರ್ ಶೇರ್ ಕುತೂಹಲಿಗಳಿಗೂ ಶಾಕ್ bbox=[11, 610, 139, 671]
left-article1-para-0 bbox=[11, 125, 167, 178]
ambedkar-col2-para-0: ಕ್ಷಾಮ ನಿವಾರಣೆಯ ಅನ್ನ, ತಾಯಿ ಯೋಜನೆಗಳ ಅನುಷ್ಠಾನ ಸರಿಯಾಗಿ ಆಗದಿರುವ ಬಗ್ಗೆ ಪ್ರತಿಪಕ್ಷಗಳು ಆಕ್ಷೇಪ ವ್ಯಕ್ತಪಡಿಸಿವೆ. bbox=[515, 635, 643, 672]
congress-headline: ಕಾಂಗ್ರೆಸ್ ಸರ್ಕಾರದಲ್ಲಿ ಯಾರನ್ನು ಯಾವಾಗ ಏನ್ ಬೇಕಾದ್ರು ಮಾಡ್ತಾರೆ bbox=[887, 480, 1285, 502]
paragraph-text: ಪೀಣ್ಯ ಬಸವೇಶ್ವರ ಬಸ್ ನಿಲ್ದಾಣ ಸದ್ಯಕ್ಕೆ ಕಲ್ಯಾಣ ಮಂಟಪ, ಆಸ್ಪತ್ರೆ, ಶೈಕ್ಷಣಿಕ ಸಂಸ್ಥೆಯ ಬಹುಮಹಡಿ ಕಟ್ಟಡ ಆಗಿ ಪರಿವರ್ತನೆಯಾಗುವ ಸಾಧ್ಯತೆ ಇದೆ. bbox=[185, 128, 317, 177]
main-col1-para-3: ಪ್ರತಿದಿನ ಸಾವಿರಾರು ಪ್ರಯಾಣಿಕರು ಈ ನಿಲ್ದಾಣವನ್ನು ಬಳಸುತ್ತಿದ್ದು, ಸೂಕ್ತ ಮೂಲಸೌಕರ್ಯದ ಕೊರತೆ ಎದ್ದು ಕಾಣುತ್ತಿದೆ. bbox=[185, 289, 317, 325]
main-col3-subhead: ಪ್ರಕ್ರಿಯೆ ಹೇಗೆ: bbox=[1243, 203, 1287, 214]
photo-ground bbox=[327, 248, 1234, 300]
person-figure bbox=[891, 1327, 1001, 1427]
bm-d-para-0: ಸುಮಾರು 30 ಅಡಿ ದೂರದಲ್ಲಿ ದೋಟಿ ಪರಾರಿ ಸುಳಿ ಮಾರ್ಗ ಅಡಿ ಪರಿಶೀಲನೆ ನಡೆಸಲಾಯಿತು. bbox=[339, 1051, 471, 1074]
bm-b-para-1: ಹಳೆಯ ದ್ವೇಷವೇ ಹತ್ಯೆಗೆ ಕಾರಣ ಎಂದು ಪೊಲೀಸರು ಶಂಕಿಸಿದ್ದಾರೆ. bbox=[184, 1160, 323, 1183]
bm-e-headline: ಇಬ್ಬರ ಸಾವು bbox=[376, 1146, 434, 1163]
main-col4-subhead-0: ಏನು ಮಾಡಬಹುದು..?: bbox=[1382, 131, 1459, 142]
person-figure bbox=[1014, 1330, 1124, 1427]
dateline: ಚಿಕ್ಕಬಳ್ಳಾಪುರ: bbox=[489, 1010, 528, 1020]
story-sudhakar bbox=[489, 931, 1512, 1168]
main-story-headline: ಪೀಣ್ಯ ಬಸವೇಶ್ವರ ಬಸ್ ನಿಲ್ದಾಣವಾಗುತ್ತಾ ಕಲ್ಯಾಣ ಮಂಟಪ, ಮಾಲ್? bbox=[185, 74, 876, 110]
date-label: 4.1.2025 bbox=[235, 37, 275, 49]
sudhakar-para-4: ಔಷಧ ಗುಣಮಟ್ಟದಲ್ಲಿ ಲೋಪವಾಗಿರುವ ಶಂಕೆ ವ್ಯಕ್ತಪಡಿಸಿದ್ದಾರೆ. bbox=[489, 1150, 659, 1160]
person-figure bbox=[730, 1301, 859, 1428]
main-col2-para-1: ನಿಗಮದ ಆದಾಯ ಹೆಚ್ಚಿಸುವ ನಿಟ್ಟಿನಲ್ಲಿ ಈ ಕ್ರಮ ಅಗತ್ಯ ಎಂಬ ಅಭಿಪ್ರಾಯವನ್ನು ಅಧಿಕಾರಿಗಳು ವ್ಯಕ್ತಪಡಿಸಿದ್ದಾರೆ. ಪ್ರಯಾಣಿಕರಿಗೆ ಎಲ್ಲ ಸೌಲಭ್ಯಗಳು ಒಂದೇ ಸೂರಿನಡಿ ದೊರೆಯಲಿವೆ. bbox=[326, 402, 800, 413]
left-article1-para-5: ಈ ಬಗ್ಗೆ ನಿರಂತರ ಚರ್ಚೆಗಳು ಹಲವು ಕಡೆಗಳಲ್ಲಿ ನಡೆಯುತ್ತಿದ್ದು, ಗ್ರಾಹಕರ ಮೇಲೆ ಹೊರೆ ಬೀಳದಂತೆ ನೋಡಿಕೊಳ್ಳುವುದಾಗಿ ತಿಳಿಸಿದ್ದಾರೆ. bbox=[11, 481, 167, 517]
bm-b-headline: ಭೀಕರ ಹತ್ಯೆ bbox=[226, 1087, 280, 1104]
dateline: ಬೆಂಗಳೂರು: bbox=[11, 126, 46, 136]
left-column bbox=[11, 74, 175, 911]
main-col4-para-0: ಈ ಸ್ಥಳದಲ್ಲಿ ಖಾಸಗಿ ಸಹಭಾಗಿತ್ವದಲ್ಲಿ ಮಾಲ್, ಕಲ್ಯಾಣ ಮಂಟಪ ನಿರ್ಮಿಸಿ ಬಾಡಿಗೆ ಪಡೆಯುವ ಯೋಜನೆ ಸಿದ್ಧವಾಗಿದೆ. bbox=[1382, 147, 1512, 183]
day-label: ಶನಿವಾರ bbox=[235, 22, 262, 34]
paragraph-text: ರಾಜ್ಯದ ಹೆತ್ತುತ್ತಿರುವ ಬಾಣಂತಿಯರ ಸಾವಿಗೆ ನ್ಯಾಯ ಕೊಡಿಸಲು, ಕೇಂದ್ರ ಸರ್ಕಾರ ಮಧ್ಯಪ್ರವೇಶಿಸಿ ಕ್ರಮ ಕೈಗೊಳ್ಳಬೇಕು ಎಂದು ಸಂಸದ ಡಾ. ಕೆ. ಸುಧಾಕರ್ ಒತ್ತಾಯಿಸಿದ್ದಾರೆ. bbox=[489, 1010, 668, 1046]
left-article2-para-4: ರಾಜ್ಯ ನಾಯಕರ ನಡುವಿನ ಹಗ್ಗಜಗ್ಗಾಟ ಮುಂದುವರಿದಿದ್ದು, ಹೈಕಮಾಂಡ್ ಮಧ್ಯಪ್ರವೇಶಿಸುವ ಸಾಧ್ಯತೆ ಇದೆ. bbox=[11, 850, 167, 873]
main-col1-para-0 bbox=[185, 126, 317, 179]
left-article1-para-2: 3, ಯೋಜನೆ ವರ್ಷದಲ್ಲಿ 10 ಲಕ್ಷಕ್ಕೂ ಹೆಚ್ಚು ಫಲಾನುಭವಿಗಳಿಗೆ, ಈ ಕುರಿತು ಆಧಿಕಾರಿಗಳು ಸಂಭವದ ವರದಿಯ ಮೇಲೆ ನೀಡಿರುವ ಮಾಹಿತಿ ಹಾಗೂ ಯೋಜನೆ ವಿಚಾರದಲ್ಲಿ ಯಾವುದೇ ಗೊಂದಲಕ್ಕೆ ಅವಕಾಶವಿಲ್ಲ ಎಂದು ಹೇಳಿದ್ದಾರೆ. bbox=[11, 320, 167, 382]
bm-c-para-0: ಸಮಾರಂಭ ನಾಡಿದ್ದು ನಡೆಯಲಿದ್ದು, ಸಿದ್ಧತೆ ಪೂರ್ಣಗೊಂಡಿದೆ. bbox=[339, 959, 471, 982]
dateline: ಮಂಡ್ಯ: bbox=[11, 1495, 33, 1505]
product-pack bbox=[268, 577, 323, 608]
publication-date bbox=[225, 8, 286, 63]
milk-para-3: ರೈತರ ಹಾಲಿನ ಮೇಲೆ ಉತ್ಪಾದನಾವೆಚ್ಚ ಹೆಚ್ಚಿದೆ. ದರ ಏರಿಕೆ ಮಾಡದಿದ್ದರೆ ನಷ್ಟ ಉಂಟಾಗಲಿದೆ ಎಂದು ಒಕ್ಕೂಟಗಳು ಮನವಿ ಮಾಡಿವೆ. bbox=[185, 822, 363, 858]
main-col2-para-0: ಈ ಕುರಿತು ನಿಗಮದ ಅಧಿಕಾರಿಗಳು ಈಗಾಗಲೇ ಹಲವು ಸುತ್ತಿನ ಮಾತುಕತೆ ನಡೆಸಿದ್ದಾರೆ. ಬಸ್ ನಿಲ್ದಾಣದ ಜತೆಗೆ ವಾಣಿಜ್ಯ ಚಟುವಟಿಕೆಗಳಿಗೂ ಅವಕಾಶ ನೀಡುವ ಚಿಂತನೆ ಇದೆ. bbox=[185, 402, 317, 452]
milk-para-2: ಯೋಜನೆಯ ದೈನಂದಿನ ಜನಸಾಮಾನ್ಯರಿಗೆ ನಿಗಮಕ್ಕಿರುವ ಖರ್ಚು ಲೆಕ್ಕಾಚಾರ ಬೆಲೆ ಏರಿಕೆ ಒಳಿತೆ. ಈ ನಿಟ್ಟಿನ ಕುರಿತ ದರ ಏರಿಕೆ ಅನಿವಾರ್ಯ ಎಂದಿದ್ದಾರೆ. bbox=[185, 777, 363, 814]
kidnap-para-1: ಇಬ್ಬರೂ ಬಾಲಕರು ಮನೆಯಿಂದ ಶಾಲೆಗೆ ಹೋಗುವುದಾಗಿ ಹೇಳಿ ಹೊರಟಿದ್ದರು. ಸಂಜೆವರೆಗೂ ವಾಪಸ್ ಬಾರದ ಕಾರಣ ಪೋಷಕರು ಪೊಲೀಸ್ ಠಾಣೆಗೆ ದೂರು ನೀಡಿದ್ದರು. bbox=[489, 1310, 668, 1347]
